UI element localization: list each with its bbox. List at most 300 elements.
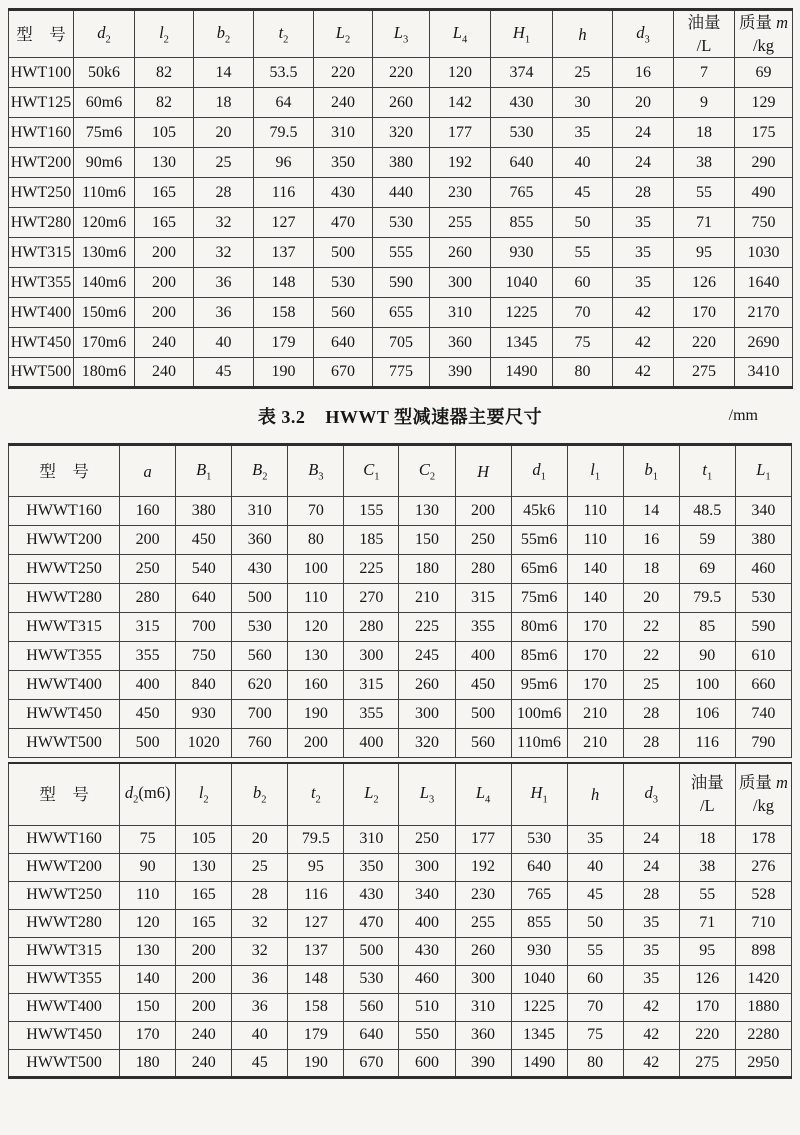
model-cell: HWT315 <box>9 238 74 268</box>
value-cell: 100 <box>679 671 735 700</box>
value-cell: 55 <box>553 238 613 268</box>
value-cell: 95 <box>674 238 735 268</box>
value-cell: 158 <box>288 993 344 1021</box>
value-cell: 1640 <box>735 268 793 298</box>
value-cell: 137 <box>288 937 344 965</box>
value-cell: 1040 <box>491 268 553 298</box>
value-cell: 320 <box>373 118 430 148</box>
value-cell: 35 <box>553 118 613 148</box>
value-cell: 45 <box>567 881 623 909</box>
value-cell: 255 <box>455 909 511 937</box>
value-cell: 85m6 <box>511 642 567 671</box>
value-cell: 65m6 <box>511 555 567 584</box>
value-cell: 110m6 <box>74 178 135 208</box>
value-cell: 80m6 <box>511 613 567 642</box>
value-cell: 25 <box>194 148 254 178</box>
value-cell: 560 <box>314 298 373 328</box>
value-cell: 14 <box>194 58 254 88</box>
column-header: $B_1$ <box>176 445 232 497</box>
value-cell: 1490 <box>511 1049 567 1077</box>
value-cell: 355 <box>455 613 511 642</box>
value-cell: 20 <box>194 118 254 148</box>
column-header: 质量 m /kg <box>735 10 793 58</box>
value-cell: 530 <box>344 965 399 993</box>
column-header: $H_1$ <box>511 763 567 825</box>
value-cell: 560 <box>455 729 511 758</box>
value-cell: 440 <box>373 178 430 208</box>
model-cell: HWWT250 <box>9 555 120 584</box>
value-cell: 60 <box>553 268 613 298</box>
value-cell: 250 <box>120 555 176 584</box>
column-header: $L_2$ <box>344 763 399 825</box>
table-row <box>9 298 793 328</box>
value-cell: 315 <box>455 584 511 613</box>
value-cell: 530 <box>735 584 791 613</box>
value-cell: 276 <box>735 853 791 881</box>
table-row <box>9 853 792 881</box>
value-cell: 90 <box>679 642 735 671</box>
value-cell: 110m6 <box>511 729 567 758</box>
table-row <box>9 642 792 671</box>
value-cell: 310 <box>314 118 373 148</box>
value-cell: 18 <box>194 88 254 118</box>
value-cell: 148 <box>288 965 344 993</box>
value-cell: 310 <box>455 993 511 1021</box>
table-row <box>9 58 793 88</box>
value-cell: 390 <box>455 1049 511 1077</box>
value-cell: 380 <box>373 148 430 178</box>
column-header: $b_2$ <box>232 763 288 825</box>
value-cell: 260 <box>399 671 455 700</box>
value-cell: 500 <box>232 584 288 613</box>
value-cell: 85 <box>679 613 735 642</box>
value-cell: 790 <box>735 729 791 758</box>
value-cell: 69 <box>735 58 793 88</box>
value-cell: 100m6 <box>511 700 567 729</box>
value-cell: 640 <box>314 328 373 358</box>
column-header: $t_2$ <box>288 763 344 825</box>
value-cell: 42 <box>623 1049 679 1077</box>
value-cell: 490 <box>735 178 793 208</box>
value-cell: 100 <box>288 555 344 584</box>
value-cell: 230 <box>430 178 491 208</box>
column-header: $l_1$ <box>567 445 623 497</box>
value-cell: 120 <box>430 58 491 88</box>
value-cell: 620 <box>232 671 288 700</box>
value-cell: 71 <box>679 909 735 937</box>
value-cell: 105 <box>135 118 194 148</box>
model-cell: HWWT400 <box>9 993 120 1021</box>
value-cell: 116 <box>679 729 735 758</box>
value-cell: 130 <box>120 937 176 965</box>
value-cell: 25 <box>623 671 679 700</box>
value-cell: 640 <box>491 148 553 178</box>
value-cell: 50 <box>567 909 623 937</box>
model-cell: HWT100 <box>9 58 74 88</box>
value-cell: 45 <box>232 1049 288 1077</box>
value-cell: 79.5 <box>254 118 314 148</box>
model-cell: HWT400 <box>9 298 74 328</box>
value-cell: 9 <box>674 88 735 118</box>
value-cell: 179 <box>254 328 314 358</box>
value-cell: 200 <box>176 937 232 965</box>
hwwt-dimensions-table-upper <box>8 443 792 758</box>
value-cell: 75 <box>553 328 613 358</box>
value-cell: 3410 <box>735 358 793 388</box>
hwwt-dimensions-table-lower <box>8 762 792 1079</box>
table-row <box>9 965 792 993</box>
table-row <box>9 729 792 758</box>
value-cell: 380 <box>176 497 232 526</box>
value-cell: 38 <box>679 853 735 881</box>
table-row <box>9 238 793 268</box>
value-cell: 930 <box>176 700 232 729</box>
table-row <box>9 208 793 238</box>
value-cell: 220 <box>373 58 430 88</box>
value-cell: 240 <box>135 358 194 388</box>
value-cell: 530 <box>314 268 373 298</box>
value-cell: 137 <box>254 238 314 268</box>
value-cell: 740 <box>735 700 791 729</box>
value-cell: 840 <box>176 671 232 700</box>
table-row <box>9 937 792 965</box>
value-cell: 500 <box>455 700 511 729</box>
value-cell: 80 <box>567 1049 623 1077</box>
table-row <box>9 1049 792 1077</box>
value-cell: 35 <box>567 825 623 853</box>
value-cell: 14 <box>623 497 679 526</box>
value-cell: 200 <box>455 497 511 526</box>
model-cell: HWT160 <box>9 118 74 148</box>
column-header: $B_3$ <box>288 445 344 497</box>
value-cell: 36 <box>232 965 288 993</box>
value-cell: 540 <box>176 555 232 584</box>
value-cell: 126 <box>674 268 735 298</box>
model-cell: HWWT315 <box>9 937 120 965</box>
value-cell: 79.5 <box>679 584 735 613</box>
value-cell: 1030 <box>735 238 793 268</box>
value-cell: 25 <box>232 853 288 881</box>
value-cell: 450 <box>120 700 176 729</box>
value-cell: 126 <box>679 965 735 993</box>
value-cell: 1490 <box>491 358 553 388</box>
value-cell: 30 <box>553 88 613 118</box>
value-cell: 240 <box>314 88 373 118</box>
value-cell: 40 <box>194 328 254 358</box>
value-cell: 25 <box>553 58 613 88</box>
value-cell: 190 <box>288 700 344 729</box>
caption-label: 表 3.2 <box>257 407 306 428</box>
value-cell: 225 <box>344 555 399 584</box>
value-cell: 32 <box>232 937 288 965</box>
value-cell: 310 <box>344 825 399 853</box>
value-cell: 185 <box>344 526 399 555</box>
value-cell: 127 <box>254 208 314 238</box>
value-cell: 42 <box>613 328 674 358</box>
value-cell: 150 <box>399 526 455 555</box>
value-cell: 36 <box>194 268 254 298</box>
value-cell: 560 <box>344 993 399 1021</box>
value-cell: 210 <box>567 729 623 758</box>
value-cell: 210 <box>399 584 455 613</box>
value-cell: 42 <box>623 993 679 1021</box>
value-cell: 555 <box>373 238 430 268</box>
value-cell: 1225 <box>491 298 553 328</box>
value-cell: 110 <box>567 497 623 526</box>
hwt-dimensions-table <box>8 8 793 389</box>
value-cell: 80 <box>288 526 344 555</box>
value-cell: 360 <box>232 526 288 555</box>
value-cell: 230 <box>455 881 511 909</box>
value-cell: 170 <box>567 613 623 642</box>
value-cell: 855 <box>491 208 553 238</box>
value-cell: 24 <box>623 853 679 881</box>
value-cell: 32 <box>194 238 254 268</box>
value-cell: 530 <box>373 208 430 238</box>
value-cell: 170m6 <box>74 328 135 358</box>
value-cell: 220 <box>314 58 373 88</box>
value-cell: 310 <box>232 497 288 526</box>
value-cell: 250 <box>399 825 455 853</box>
column-header: $b_2$ <box>194 10 254 58</box>
value-cell: 640 <box>344 1021 399 1049</box>
value-cell: 400 <box>120 671 176 700</box>
value-cell: 75m6 <box>74 118 135 148</box>
column-header: $L_3$ <box>399 763 455 825</box>
value-cell: 120 <box>288 613 344 642</box>
value-cell: 300 <box>344 642 399 671</box>
column-header: $C_1$ <box>344 445 399 497</box>
value-cell: 36 <box>232 993 288 1021</box>
value-cell: 82 <box>135 58 194 88</box>
value-cell: 640 <box>511 853 567 881</box>
value-cell: 59 <box>679 526 735 555</box>
value-cell: 170 <box>567 671 623 700</box>
value-cell: 898 <box>735 937 791 965</box>
value-cell: 760 <box>232 729 288 758</box>
model-cell: HWWT250 <box>9 881 120 909</box>
value-cell: 430 <box>344 881 399 909</box>
value-cell: 470 <box>344 909 399 937</box>
value-cell: 130 <box>176 853 232 881</box>
value-cell: 430 <box>232 555 288 584</box>
value-cell: 192 <box>430 148 491 178</box>
value-cell: 35 <box>613 208 674 238</box>
value-cell: 28 <box>613 178 674 208</box>
value-cell: 48.5 <box>679 497 735 526</box>
value-cell: 55 <box>567 937 623 965</box>
value-cell: 670 <box>344 1049 399 1077</box>
value-cell: 110 <box>288 584 344 613</box>
value-cell: 64 <box>254 88 314 118</box>
value-cell: 530 <box>511 825 567 853</box>
table-row <box>9 88 793 118</box>
value-cell: 1020 <box>176 729 232 758</box>
value-cell: 80 <box>553 358 613 388</box>
value-cell: 142 <box>430 88 491 118</box>
value-cell: 360 <box>430 328 491 358</box>
header-row <box>9 445 792 497</box>
value-cell: 530 <box>491 118 553 148</box>
column-header: 油量 /L <box>679 763 735 825</box>
value-cell: 20 <box>232 825 288 853</box>
value-cell: 150m6 <box>74 298 135 328</box>
value-cell: 60m6 <box>74 88 135 118</box>
value-cell: 190 <box>288 1049 344 1077</box>
value-cell: 255 <box>430 208 491 238</box>
value-cell: 178 <box>735 825 791 853</box>
caption-title: HWWT 型减速器主要尺寸 <box>325 407 543 428</box>
value-cell: 140 <box>567 584 623 613</box>
model-cell: HWT280 <box>9 208 74 238</box>
value-cell: 28 <box>232 881 288 909</box>
value-cell: 210 <box>567 700 623 729</box>
value-cell: 300 <box>455 965 511 993</box>
value-cell: 270 <box>344 584 399 613</box>
value-cell: 1880 <box>735 993 791 1021</box>
value-cell: 660 <box>735 671 791 700</box>
value-cell: 45 <box>553 178 613 208</box>
value-cell: 82 <box>135 88 194 118</box>
table-row <box>9 268 793 298</box>
value-cell: 70 <box>553 298 613 328</box>
value-cell: 110 <box>567 526 623 555</box>
value-cell: 240 <box>135 328 194 358</box>
table-row <box>9 178 793 208</box>
value-cell: 200 <box>176 993 232 1021</box>
model-cell: HWWT200 <box>9 853 120 881</box>
column-header: $d_3$ <box>613 10 674 58</box>
value-cell: 450 <box>455 671 511 700</box>
value-cell: 530 <box>232 613 288 642</box>
column-header: h <box>567 763 623 825</box>
value-cell: 775 <box>373 358 430 388</box>
value-cell: 180 <box>399 555 455 584</box>
table-row <box>9 148 793 178</box>
column-header: H <box>455 445 511 497</box>
value-cell: 240 <box>176 1021 232 1049</box>
value-cell: 700 <box>232 700 288 729</box>
value-cell: 470 <box>314 208 373 238</box>
value-cell: 500 <box>314 238 373 268</box>
value-cell: 127 <box>288 909 344 937</box>
value-cell: 158 <box>254 298 314 328</box>
value-cell: 150 <box>120 993 176 1021</box>
value-cell: 2170 <box>735 298 793 328</box>
value-cell: 105 <box>176 825 232 853</box>
value-cell: 200 <box>135 268 194 298</box>
value-cell: 225 <box>399 613 455 642</box>
value-cell: 116 <box>288 881 344 909</box>
value-cell: 2690 <box>735 328 793 358</box>
column-header: $L_4$ <box>455 763 511 825</box>
column-header: $d_1$ <box>511 445 567 497</box>
model-cell: HWWT355 <box>9 642 120 671</box>
table-row <box>9 993 792 1021</box>
value-cell: 528 <box>735 881 791 909</box>
value-cell: 28 <box>623 881 679 909</box>
column-header: $t_1$ <box>679 445 735 497</box>
value-cell: 600 <box>399 1049 455 1077</box>
value-cell: 95 <box>679 937 735 965</box>
value-cell: 350 <box>314 148 373 178</box>
value-cell: 18 <box>679 825 735 853</box>
value-cell: 300 <box>399 853 455 881</box>
table-row <box>9 700 792 729</box>
value-cell: 160 <box>288 671 344 700</box>
header-row <box>9 763 792 825</box>
value-cell: 250 <box>455 526 511 555</box>
value-cell: 1345 <box>491 328 553 358</box>
model-cell: HWWT500 <box>9 1049 120 1077</box>
value-cell: 240 <box>176 1049 232 1077</box>
table-row <box>9 671 792 700</box>
unit-note: /mm <box>728 407 758 425</box>
value-cell: 75m6 <box>511 584 567 613</box>
value-cell: 930 <box>491 238 553 268</box>
value-cell: 148 <box>254 268 314 298</box>
value-cell: 42 <box>623 1021 679 1049</box>
value-cell: 200 <box>288 729 344 758</box>
value-cell: 130 <box>288 642 344 671</box>
value-cell: 500 <box>120 729 176 758</box>
value-cell: 90 <box>120 853 176 881</box>
value-cell: 220 <box>674 328 735 358</box>
value-cell: 450 <box>176 526 232 555</box>
value-cell: 160 <box>120 497 176 526</box>
column-header: $d_2$ <box>74 10 135 58</box>
table-row <box>9 584 792 613</box>
model-cell: HWT250 <box>9 178 74 208</box>
value-cell: 95 <box>288 853 344 881</box>
table-row <box>9 555 792 584</box>
value-cell: 765 <box>491 178 553 208</box>
value-cell: 53.5 <box>254 58 314 88</box>
value-cell: 280 <box>455 555 511 584</box>
value-cell: 180m6 <box>74 358 135 388</box>
model-cell: HWWT450 <box>9 700 120 729</box>
value-cell: 930 <box>511 937 567 965</box>
value-cell: 192 <box>455 853 511 881</box>
column-header: $d_2(m6)$ <box>120 763 176 825</box>
column-header: 质量 m /kg <box>735 763 791 825</box>
model-cell: HWWT160 <box>9 497 120 526</box>
value-cell: 280 <box>344 613 399 642</box>
value-cell: 130 <box>399 497 455 526</box>
value-cell: 320 <box>399 729 455 758</box>
value-cell: 140 <box>120 965 176 993</box>
column-header: 油量 /L <box>674 10 735 58</box>
value-cell: 430 <box>491 88 553 118</box>
value-cell: 38 <box>674 148 735 178</box>
table-row <box>9 825 792 853</box>
value-cell: 705 <box>373 328 430 358</box>
value-cell: 300 <box>430 268 491 298</box>
model-cell: HWWT450 <box>9 1021 120 1049</box>
value-cell: 300 <box>399 700 455 729</box>
value-cell: 170 <box>120 1021 176 1049</box>
value-cell: 1040 <box>511 965 567 993</box>
column-header: 型 号 <box>9 10 74 58</box>
model-cell: HWWT400 <box>9 671 120 700</box>
value-cell: 35 <box>623 909 679 937</box>
value-cell: 360 <box>455 1021 511 1049</box>
value-cell: 400 <box>455 642 511 671</box>
model-cell: HWWT160 <box>9 825 120 853</box>
model-cell: HWT125 <box>9 88 74 118</box>
value-cell: 290 <box>735 148 793 178</box>
value-cell: 1345 <box>511 1021 567 1049</box>
